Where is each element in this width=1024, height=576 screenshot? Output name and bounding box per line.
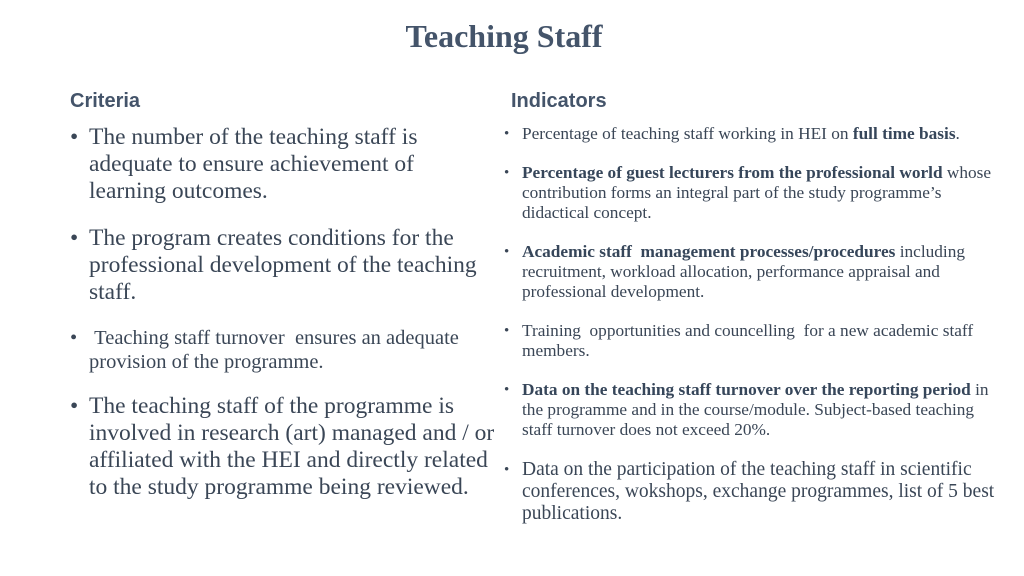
- criteria-item-text: The program creates conditions for the professional development of the teaching staff.: [89, 225, 477, 305]
- indicator-bold-text: Data on the teaching staff turnover over the reporting period: [522, 380, 971, 399]
- criteria-item-text: The teaching staff of the programme is involved in research (art) managed and / or affiliated with the HEI and directly related to the study programme being reviewed.: [89, 393, 495, 500]
- indicators-list: [504, 124, 1004, 544]
- indicator-item: [504, 163, 1004, 223]
- indicator-text: Percentage of teaching staff working in HEI on: [522, 124, 853, 143]
- indicator-bold-text: Academic staff management processes/procedures: [522, 242, 896, 261]
- indicator-item: [504, 380, 1004, 440]
- indicator-text: in the programme and in the course/module. Subject-based teaching staff turnover does not exceed 20%.: [522, 380, 989, 439]
- page-title: Teaching Staff: [405, 18, 603, 54]
- criteria-item: [70, 393, 495, 501]
- criteria-item: [70, 326, 495, 374]
- bullet-icon: •: [70, 124, 79, 150]
- criteria-item: [70, 225, 495, 306]
- indicator-bold-text: full time basis: [852, 124, 956, 143]
- criteria-item-text: The number of the teaching staff is adequate to ensure achievement of learning outcomes.: [89, 124, 418, 204]
- bullet-icon: •: [504, 323, 510, 339]
- criteria-item: [70, 124, 495, 205]
- indicator-item: [504, 321, 1004, 361]
- bullet-icon: •: [70, 327, 78, 349]
- indicator-text: Training opportunities and councelling for a new academic staff members.: [522, 321, 978, 360]
- criteria-heading: Criteria: [70, 90, 141, 112]
- bullet-icon: •: [504, 382, 510, 398]
- bullet-icon: •: [504, 126, 510, 142]
- indicator-item: [504, 124, 1004, 144]
- indicator-bold-text: Percentage of guest lecturers from the professional world: [522, 163, 943, 182]
- indicator-text: including recruitment, workload allocation, performance appraisal and professional development.: [522, 242, 966, 301]
- indicator-text: Data on the participation of the teaching staff in scientific conferences, wokshops, exchange programmes, list of 5 best publications.: [522, 459, 995, 524]
- criteria-item-text: Teaching staff turnover ensures an adequate provision of the programme.: [89, 327, 465, 373]
- bullet-icon: •: [504, 244, 510, 260]
- indicator-text: .: [955, 124, 960, 143]
- bullet-icon: •: [504, 165, 510, 181]
- indicator-item: [504, 242, 1004, 302]
- criteria-list: [70, 124, 495, 521]
- bullet-icon: •: [504, 462, 510, 478]
- indicator-text: whose contribution forms an integral part of the study programme’s didactical concept.: [522, 163, 992, 222]
- bullet-icon: •: [70, 393, 79, 419]
- indicator-item: [504, 459, 1004, 525]
- bullet-icon: •: [70, 225, 79, 251]
- indicators-heading: Indicators: [511, 90, 607, 112]
